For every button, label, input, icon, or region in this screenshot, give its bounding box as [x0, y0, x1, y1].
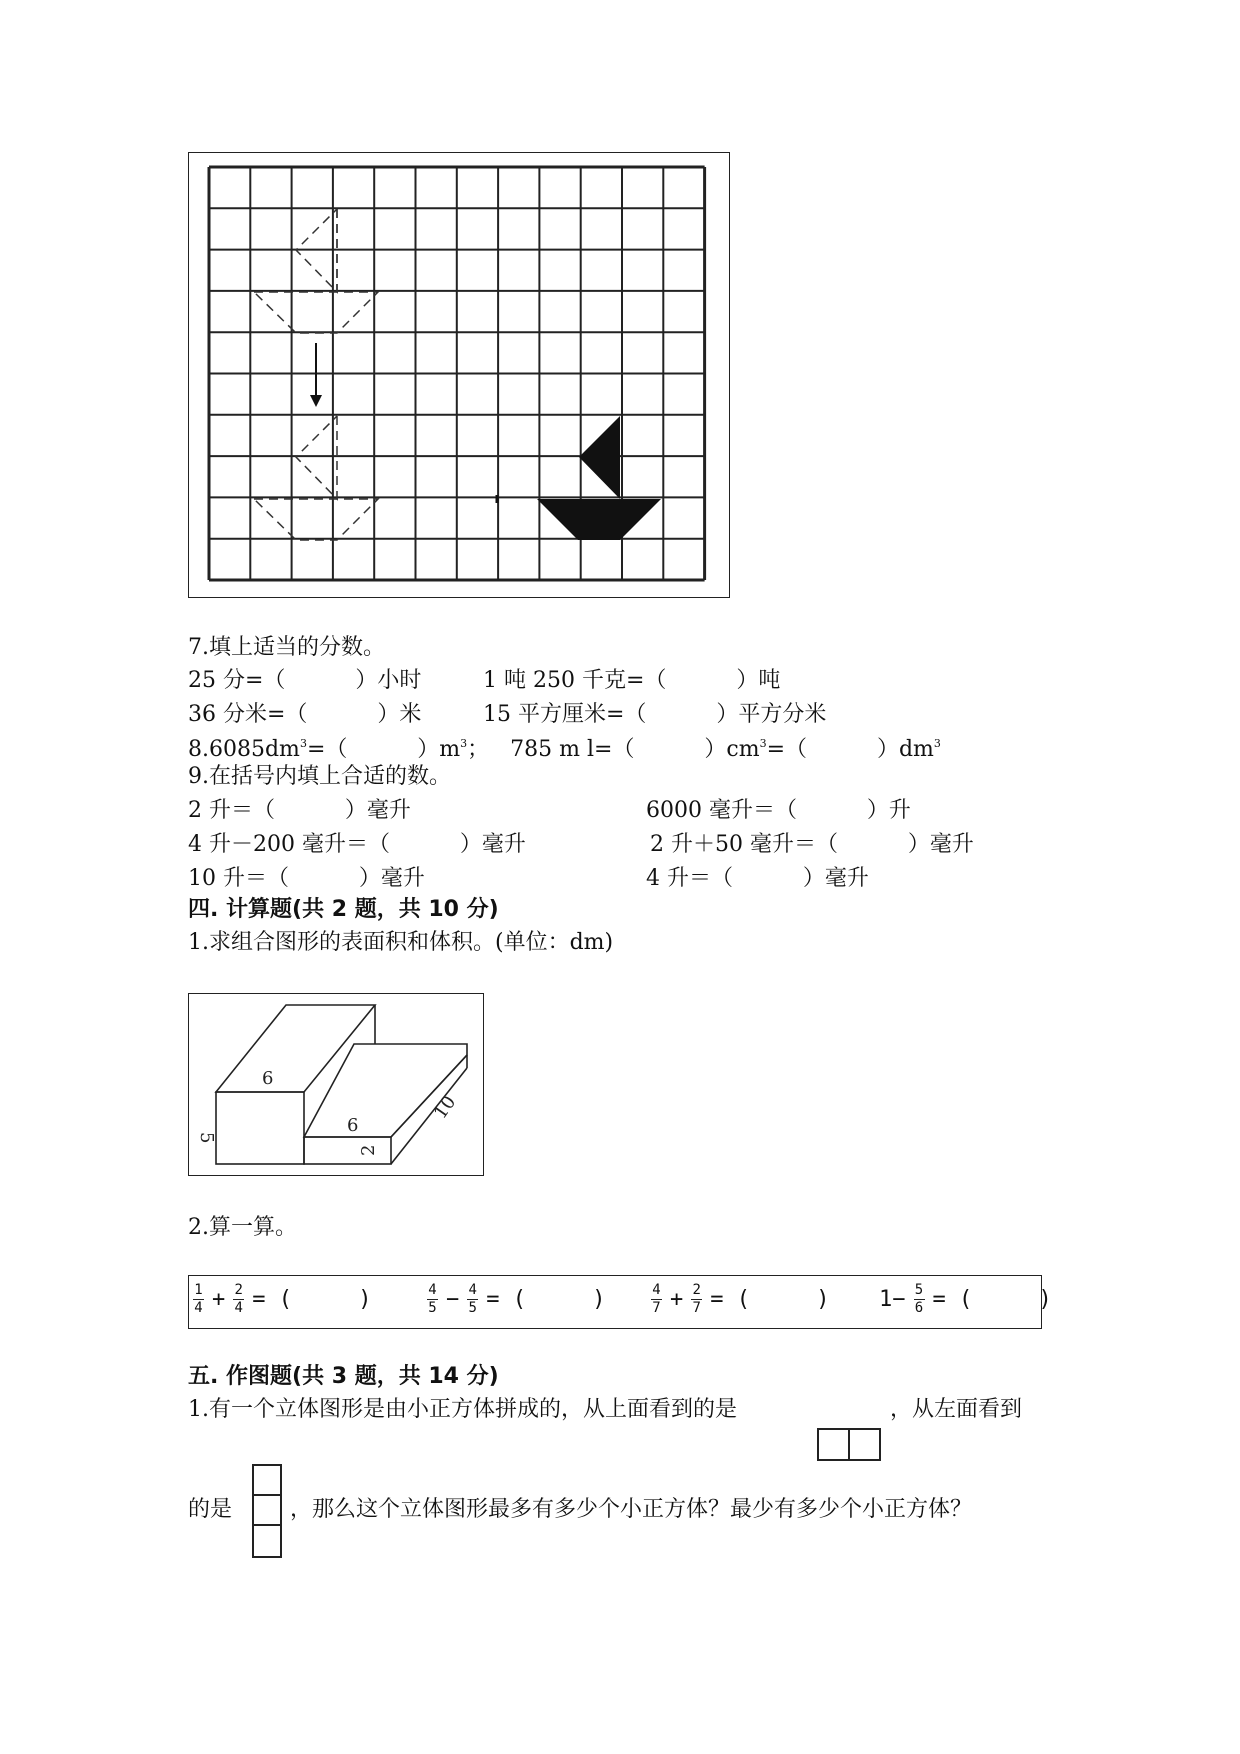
section5-q1-part1: 1.有一个立体图形是由小正方体拼成的，从上面看到的是	[188, 1397, 737, 1422]
q9-r1a: 2 升＝（ ）毫升	[188, 798, 411, 823]
calc-item-4	[879, 1283, 1052, 1316]
q9-r3a: 10 升＝（ ）毫升	[188, 866, 425, 891]
q7-row1-a: 25 分=（ ）小时	[188, 668, 422, 693]
calc-item-1	[193, 1283, 371, 1316]
top-view-diagram	[817, 1428, 883, 1461]
q7-row1-b: 1 吨 250 千克=（ ）吨	[483, 668, 781, 693]
q8-part1: 8.6085dm	[188, 737, 300, 762]
answer-blank: = ( )	[252, 1287, 372, 1312]
q7-row2-a: 36 分米=（ ）米	[188, 702, 422, 727]
solid-label-low-width: 6	[347, 1115, 359, 1136]
solid-figure-frame	[188, 993, 484, 1176]
section5-q1-part2: ，从左面看到	[890, 1397, 1023, 1422]
q9-r3b: 4 升＝（ ）毫升	[646, 866, 869, 891]
solid-label-height: 5	[196, 1132, 217, 1144]
q7-row2-b: 15 平方厘米=（ ）平方分米	[483, 702, 827, 727]
section4-q1: 1.求组合图形的表面积和体积。(单位：dm)	[188, 930, 614, 955]
q8-part2: =（ ）m	[306, 737, 461, 762]
left-view-square	[252, 1464, 282, 1496]
q8-part4: =（ ）dm	[766, 737, 934, 762]
fraction: $\frac{2}{4}$	[234, 1282, 243, 1316]
down-arrow-icon	[310, 343, 322, 407]
calc-strip	[188, 1275, 1052, 1329]
q8-sup3: 3	[759, 737, 767, 750]
left-view-square	[252, 1524, 282, 1558]
q8-part3: ； 785 m l=（ ）cm	[467, 737, 760, 762]
top-view-square	[817, 1428, 850, 1461]
operator: −	[446, 1287, 460, 1312]
answer-blank: = ( )	[486, 1287, 606, 1312]
answer-blank: = ( )	[932, 1287, 1052, 1312]
left-view-diagram	[252, 1464, 284, 1560]
section4-q2: 2.算一算。	[188, 1215, 297, 1240]
solid-label-depth: 10	[429, 1092, 461, 1123]
q8-line	[188, 736, 941, 764]
section5-q1-part3: 的是	[188, 1497, 233, 1522]
fraction: $\frac{1}{4}$	[194, 1282, 203, 1316]
top-view-square	[848, 1428, 881, 1461]
solid-sailboat	[537, 416, 661, 540]
section4-heading: 四. 计算题(共 2 题，共 10 分)	[188, 897, 499, 922]
operator: +	[212, 1287, 226, 1312]
q9-r2a: 4 升－200 毫升＝（ ）毫升	[188, 832, 526, 857]
q8-sup1: 3	[299, 737, 307, 750]
fraction: $\frac{5}{6}$	[914, 1282, 924, 1316]
dashed-sailboat-upper	[254, 209, 378, 333]
leading-term: 1−	[879, 1287, 906, 1312]
fraction: $\frac{4}{5}$	[468, 1282, 477, 1316]
dashed-sailboat-lower	[254, 416, 378, 540]
composite-solid-diagram	[189, 994, 483, 1175]
fraction: $\frac{4}{7}$	[652, 1282, 661, 1316]
section5-q1-part4: ，那么这个立体图形最多有多少个小正方体？最少有多少个小正方体？	[290, 1497, 973, 1522]
q9-r1b: 6000 毫升＝（ ）升	[646, 798, 911, 823]
left-view-square	[252, 1494, 282, 1526]
answer-blank: = ( )	[710, 1287, 830, 1312]
calc-item-3	[651, 1283, 829, 1316]
section5-heading: 五. 作图题(共 3 题，共 14 分)	[188, 1364, 499, 1389]
calc-item-2	[427, 1283, 605, 1316]
translation-grid	[189, 153, 729, 597]
q8-sup4: 3	[933, 737, 941, 750]
operator: +	[670, 1287, 684, 1312]
fraction: $\frac{4}{5}$	[428, 1282, 437, 1316]
q8-sup2: 3	[460, 737, 468, 750]
solid-label-top-width: 6	[262, 1068, 274, 1089]
grid-figure-frame	[188, 152, 730, 598]
solid-label-low-height: 2	[358, 1144, 379, 1156]
fraction: $\frac{2}{7}$	[692, 1282, 701, 1316]
q9-r2b: 2 升＋50 毫升＝（ ）毫升	[650, 832, 974, 857]
q9-title: 9.在括号内填上合适的数。	[188, 764, 451, 789]
q7-title: 7.填上适当的分数。	[188, 635, 385, 660]
